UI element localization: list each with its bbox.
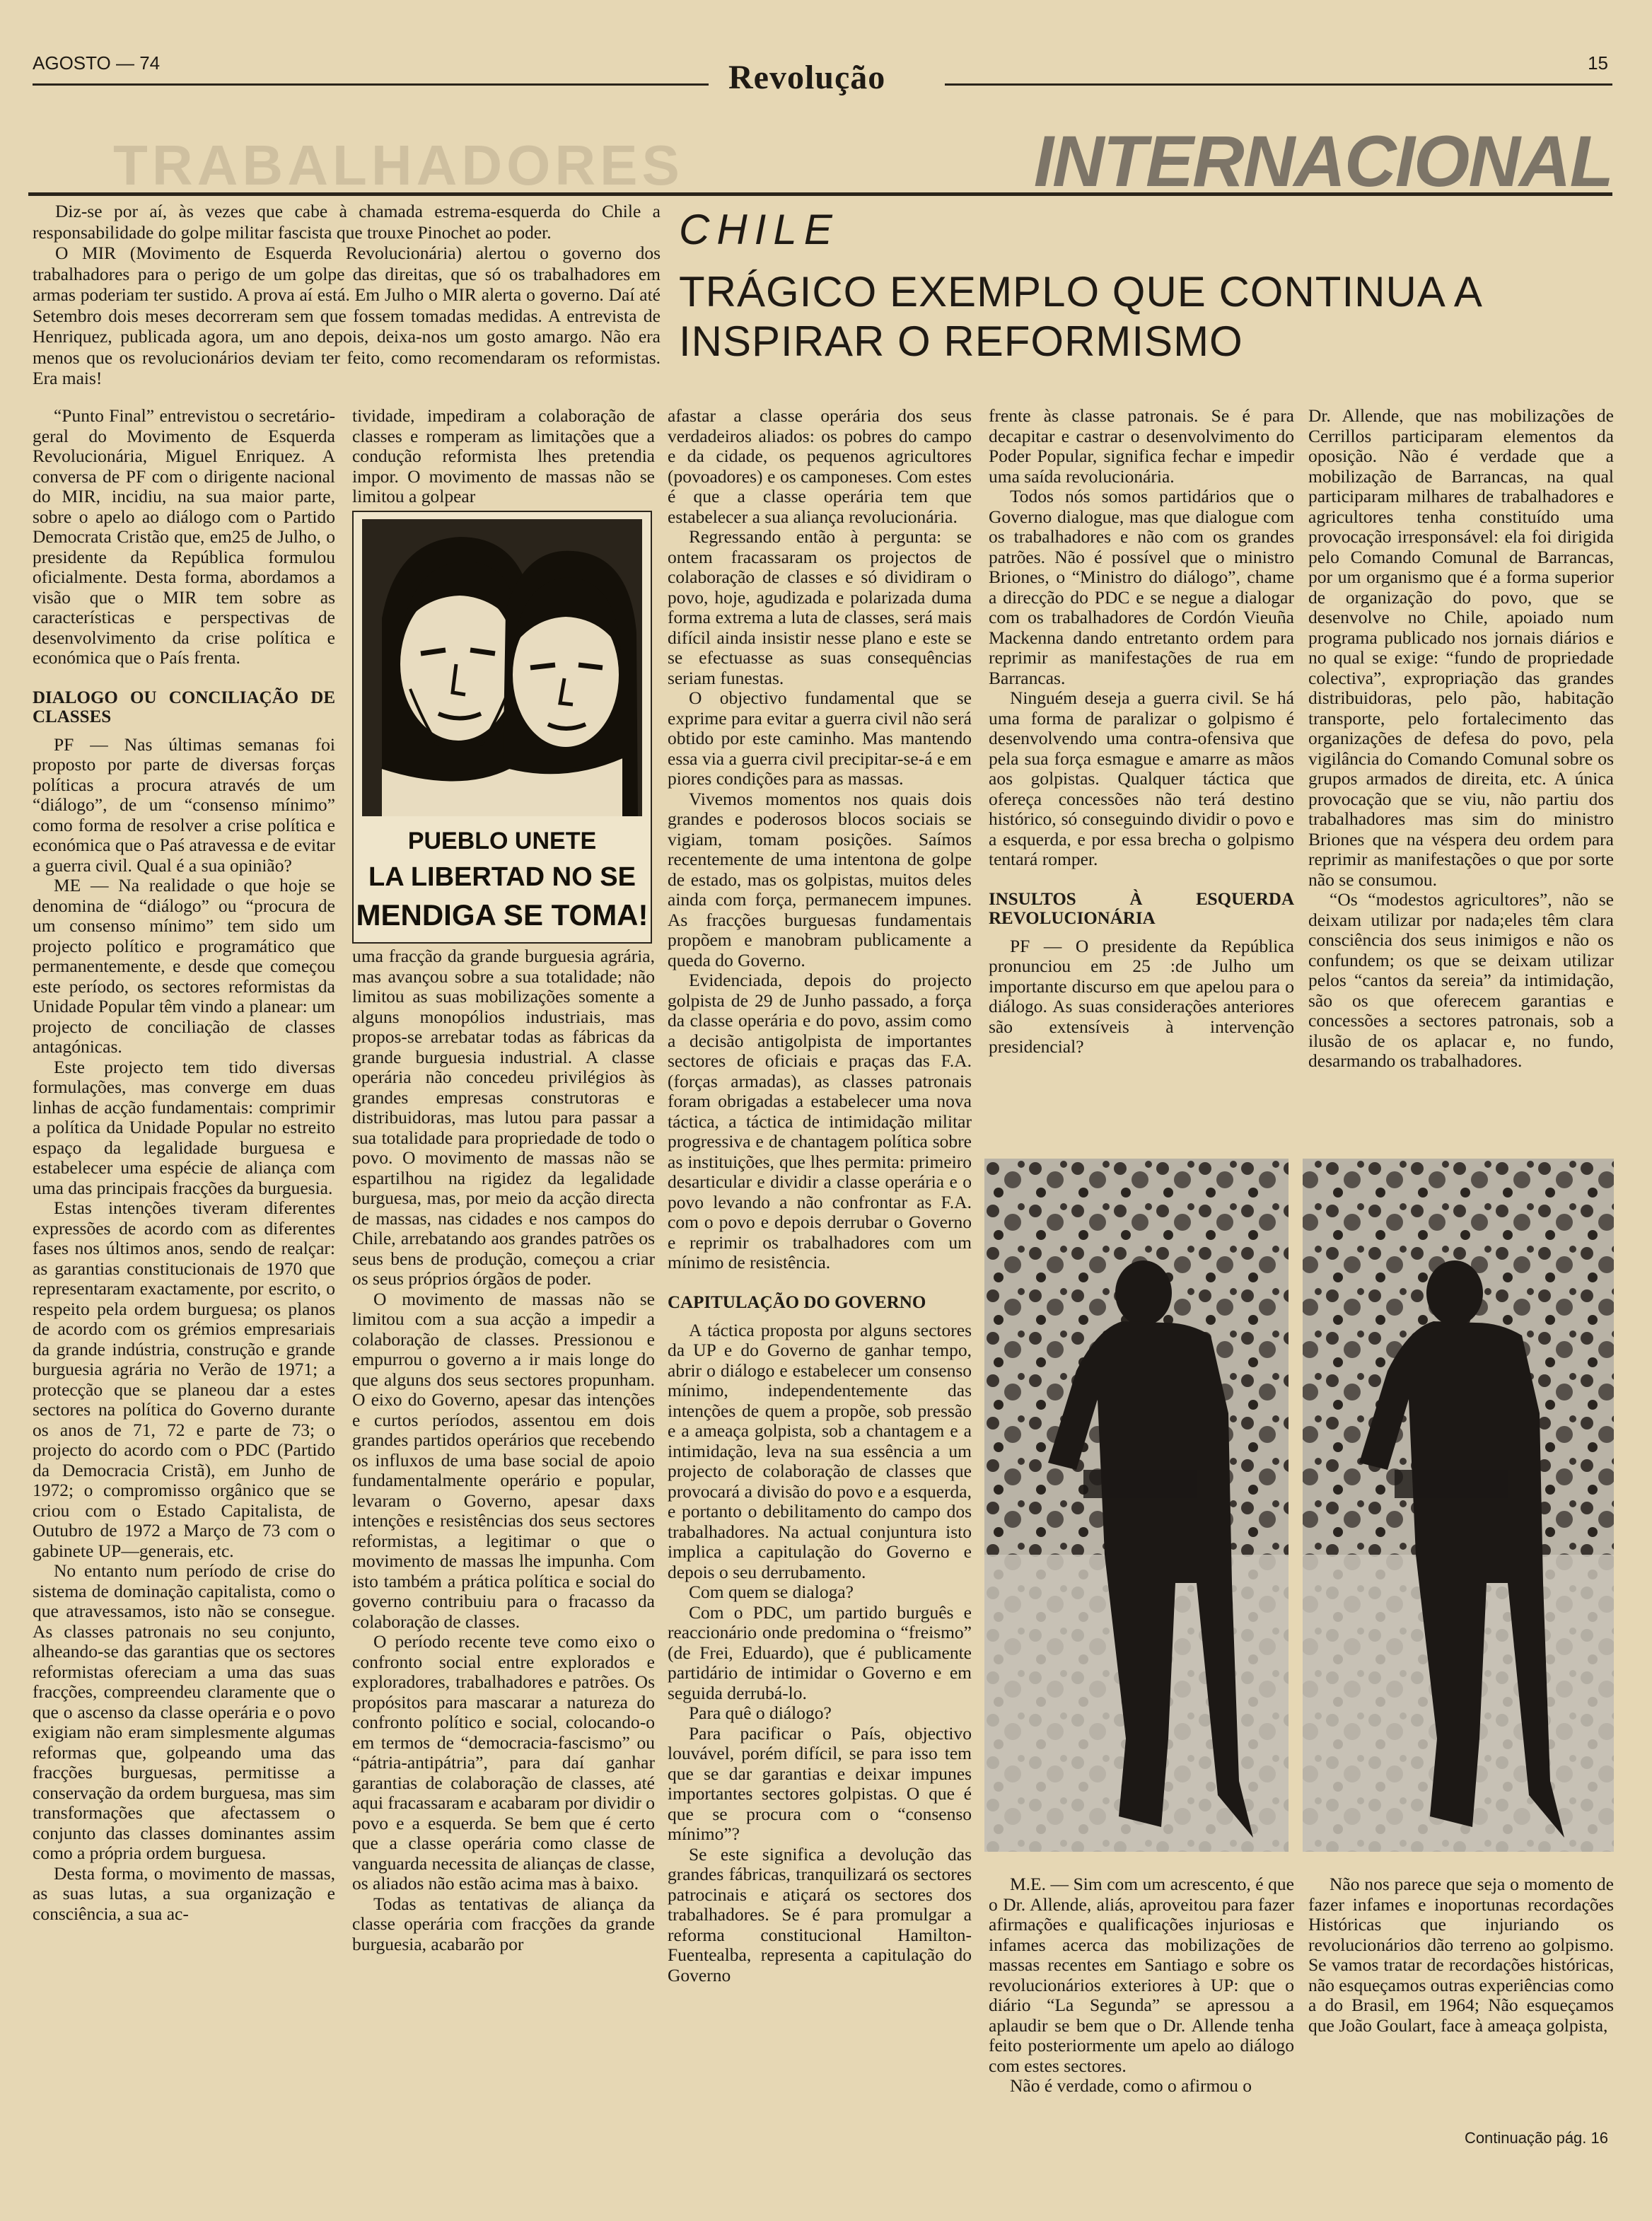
paragraph: Dr. Allende, que nas mobilizações de Cerrillos participaram elementos da oposição. Não é verdade que a mobilização de Barrancas, na qual participaram milhares de trabalhadores e agricultores tenha constituído uma provocação irresponsável: ela foi dirigida pelo Comando Comunal de Barrancas, por um organismo que é a forma superior de organização do povo, que se desenvolve no Chile, apoiado num programa publicado nos jornais diários e no qual se exige: “fundo de propriedade colectiva”, expropriação das grandes distribuidoras, pelo pão, habitação transporte, pelo fortalecimento das organizações de defesa do povo, pela vigilância do Comando Comunal sobre os grupos armados de direita, etc. A única provocação que se viu, não partiu dos trabalhadores mas sim do ministro Briones que na véspera deu ordem para reprimir as manifestações o que por sorte não se consumou. xyxy=(1308,405,1614,890)
paragraph: O objectivo fundamental que se exprime para evitar a guerra civil não será obtido por este caminho. Mas mantendo essa via a guerra civil precipitar-se-á e em piores condições para as massas. xyxy=(668,688,972,789)
headline-line: INSPIRAR O REFORMISMO xyxy=(679,318,1243,365)
masthead-rule-right xyxy=(945,83,1612,86)
publication-title: Revolução xyxy=(728,59,886,96)
paragraph: “Os “modestos agricultores”, não se deixam utilizar por nada;eles têm clara consciência dos seus inimigos e não os confundem; os que se deixam utilizar pelos “cantos da sereia” da intimidação, são os que oferecem garantias e concessões a sectores patronais, sob a ilusão de os aplacar e, no fundo, desarmando os trabalhadores. xyxy=(1308,889,1614,1071)
paragraph: O período recente teve como eixo o confronto social entre explorados e exploradores, trabalhadores e patrões. Os propósitos para mascarar a natureza do confronto político e social, colocando-o em termos de “democracia-fascismo” ou “pátria-antipátria”, para daí ganhar garantias de colaboração de classes, até aqui fracassaram e acabaram por dividir o povo e a esquerda. Se bem que é certo que a classe operária como classe de vanguarda necessita de alianças de classe, os aliados não estão acima mas à baixo. xyxy=(352,1631,655,1894)
svg-text:ROZ: ROZ xyxy=(598,801,616,811)
masthead-rule-left xyxy=(33,83,709,86)
intro-paragraph: Diz-se por aí, às vezes que cabe à chamada estrema-esquerda do Chile a responsabilidade do golpe militar fascista que trouxe Pinochet ao poder. xyxy=(33,201,661,243)
paragraph: PF — Nas últimas semanas foi proposto por parte de diversas forças políticas a procura através de um “diálogo”, de um “consenso mínimo” como forma de resolver a crise política e económica que o Paś atravessa e de evitar a guerra civil. Qual é a sua opinião? xyxy=(33,733,335,876)
paragraph: No entanto num período de crise do sistema de dominação capitalista, como o que atravessamos, isto não se consegue. As classes patronais no seu conjunto, alheando-se das garantias que os sectores reformistas ofereciam a uma das suas fracções, compreendeu claramente que o que o ascenso da classe operária e o povo exigiam não eram simplesmente algumas reformas que, golpeando uma das fracções burguesas, permitisse a conservação da ordem burguesa, mas sim transformações que afectassem o conjunto das classes dominantes assim como a própria ordem burguesa. xyxy=(33,1560,335,1863)
paragraph: Ninguém deseja a guerra civil. Se há uma forma de paralizar o golpismo é desenvolvendo uma contra-ofensiva que pela sua força esmague e amarre as mãos aos golpistas. Qualquer táctica que ofereça concessões não terá destino histórico, só conseguindo dividir o povo e a esquerda, e por essa brecha o golpismo tentará romper. xyxy=(989,688,1294,869)
article-column-5-top xyxy=(1308,406,1614,1072)
subheading: DIALOGO OU CONCILIAÇÃO DE CLASSES xyxy=(33,688,335,726)
article-column-1 xyxy=(33,406,335,1924)
paragraph: Para pacificar o País, objectivo louvável, porém difícil, se para isso tem que se dar garantias e deixar impunes importantes sectores golpistas. O que é que se procura com o “consenso mínimo”? xyxy=(668,1722,972,1844)
intro-paragraph: O MIR (Movimento de Esquerda Revolucionária) alertou o governo dos trabalhadores para o perigo de um golpe das direitas, que só os trabalhadores em armas poderiam ter sustido. A prova aí está. Em Julho o MIR alerta o governo. Daí até Setembro dois meses decorreram sem que fossem tomadas medidas. A entrevista de Henriquez, publicada agora, um ano depois, deixa-nos um gosto amargo. Não era menos que os revolucionários deviam ter feito, como recomendaram os reformistas. Era mais! xyxy=(33,243,661,388)
soldier-silhouette-photo xyxy=(984,1159,1614,1852)
article-column-4-top xyxy=(989,406,1294,1057)
poster-slogan-line-2: LA LIBERTAD NO SE xyxy=(368,862,636,892)
paragraph: Se este significa a devolução das grandes fábricas, tranquilizará os sectores patrocinais e atiçará os sectores dos trabalhadores. Se é para promulgar a reforma constitucional Hamilton-Fuentealba, representa a capitulação do Governo xyxy=(668,1843,972,1985)
article-column-4-bottom xyxy=(989,1874,1294,2097)
article-column-5-bottom xyxy=(1308,1874,1614,2036)
paragraph: M.E. — Sim com um acrescento, é que o Dr. Allende, aliás, aproveitou para fazer afirmações e qualificações injuriosas e infames acerca das mobilizações de massas recentes em Santiago e sobre os revolucionários exteriores à UP: que o diário “La Segunda” se apressou a aplaudir se bem que o Dr. Allende tenha feito posteriormente um apelo ao diálogo com estes sectores. xyxy=(989,1874,1294,2076)
section-band xyxy=(28,120,1612,191)
paragraph: Regressando então à pergunta: se ontem fracassaram os projectos de colaboração de classes e só dividiram o povo, hoje, agudizada e polarizada duma forma extrema a luta de classes, será mais difícil ainda insistir nesse plano e este se se efectuasse as suas consequências seriam funestas. xyxy=(668,526,972,688)
paragraph: Vivemos momentos nos quais dois grandes e poderosos blocos sociais se vigiam, tomam posições. Saímos recentemente de uma intentona de golpe de estado, mas os golpistas, muitos deles ainda com força, permanecem impunes. As fracções burguesas fundamentais propõem e manobram publicamente a queda do Governo. xyxy=(668,788,972,970)
paragraph: “Punto Final” entrevistou o secretário-geral do Movimento de Esquerda Revolucionária, Miguel Enriquez. A conversa de PF com o dirigente nacional do MIR, incidiu, na sua maior parte, sobre o apelo ao diálogo com o Partido Democrata Cristão que, em25 de Julho, o presidente da República formulou oficialmente. Desta forma, abordamos a visão que o MIR tem sobre as características e perspectivas de desenvolvimento da crise política e económica que o País frenta. xyxy=(33,405,335,668)
paragraph: ME — Na realidade o que hoje se denomina de “diálogo” ou “procura de um consenso mínimo” tem sido um projecto político e programático que permanentemente, e desde que começou este período, os sectores reformistas da Unidade Popular têm vindo a planear: um projecto de conciliação de classes antagónicas. xyxy=(33,875,335,1057)
paragraph: Com o PDC, um partido burguês e reaccionário onde predomina o “freismo” (de Frei, Eduardo), que é publicamente partidário de intimidar o Governo e em seguida derrubá-lo. xyxy=(668,1601,972,1703)
paragraph: A táctica proposta por alguns sectores da UP e do Governo de ganhar tempo, abrir o diálogo e estabelecer um consenso mínimo, independentemente das intenções de quem a propõe, sob pressão e a ameaça golpista, sob a chantagem e a intimidação, leva na sua essência a um projecto de colaboração de classes que provocará a divisão do povo e a esquerda, e portanto o debilitamento do campo dos trabalhadores. Na actual conjuntura isto implica a capitulação do Governo e depois o seu derrubamento. xyxy=(668,1319,972,1582)
intro-paragraphs xyxy=(33,201,661,389)
continuation-note: Continuação pág. 16 xyxy=(1464,2129,1608,2147)
paragraph: tividade, impediram a colaboração de classes e romperam as limitações que a condução reformista lhes pretendia impor. O movimento de massas não se limitou a golpear xyxy=(352,405,655,506)
paragraph: O movimento de massas não se limitou com a sua acção a impedir a colaboração de classes. Pressionou e empurrou o governo a ir mais longe do que alguns dos seus sectores propunham. O eixo do Governo, apesar das intenções e curtos períodos, assentou em dois grandes partidos operários que recebendo os influxos de uma base social de apoio fundamentalmente operário e popular, levaram o Governo, apesar daxs intenções e resistências dos seus sectores reformistas, a legitimar o que o movimento de massas lhe impunha. Com isto também a prática política e social do governo contribuiu para o fracasso da colaboração de classes. xyxy=(352,1288,655,1632)
paragraph: Todas as tentativas de aliança da classe operária com fracções da grande burguesia, acabarão por xyxy=(352,1893,655,1954)
page-number: 15 xyxy=(1588,52,1608,74)
photo-illustration xyxy=(984,1159,1614,1852)
article-column-2-bottom xyxy=(352,946,655,1954)
poster-slogan-line-3: MENDIGA SE TOMA! xyxy=(356,898,648,932)
paragraph: Com quem se dialoga? xyxy=(689,1582,854,1602)
poster-illustration xyxy=(354,512,651,942)
subheading: CAPITULAÇÃO DO GOVERNO xyxy=(668,1292,926,1312)
paragraph: Todos nós somos partidários que o Governo dialogue, mas que dialogue com os trabalhadores e não com os grandes patrões. Não é possível que o ministro Briones, o “Ministro do diálogo”, chame a direcção do PDC e se negue a dialogar com os trabalhadores de Cordón Vieuña Mackenna dando entretanto ordem para reprimir as manifestações de rua em Barrancas. xyxy=(989,486,1294,688)
subheading: INSULTOS À ESQUERDA REVOLUCIONÁRIA xyxy=(989,889,1294,928)
headline-line: TRÁGICO EXEMPLO QUE CONTINUA A xyxy=(679,268,1483,315)
article-column-2-top xyxy=(352,406,655,507)
paragraph: uma fracção da grande burguesia agrária, mas avançou sobre a sua totalidade; não limitou as suas mobilizações somente a alguns monopólios industriais, mas propos-se arrebatar todas as fábricas da grande burguesia industrial. A classe operária não concedeu privilégios às grandes empresas construtoras e distribuidoras, mas lutou para passar a sua totalidade para propriedade de todo o povo. O movimento de massas não se espartilhou na rigidez da legalidade burguesa, mas, por meio da acção directa de massas, nas cidades e nos campos do Chile, arrebatando aos grandes patrões os seus bens de produção, começou a criar os seus próprios órgãos de poder. xyxy=(352,946,655,1289)
paragraph: Não é verdade, como o afirmou o xyxy=(1010,2075,1252,2096)
headline xyxy=(679,267,1598,366)
article-column-3 xyxy=(668,406,972,1985)
section-rule xyxy=(28,192,1612,196)
paragraph: Para quê o diálogo? xyxy=(689,1703,832,1723)
section-ghost-text: TRABALHADORES xyxy=(113,134,684,191)
paragraph: Não nos parece que seja o momento de fazer infames e inoportunas recordações Históricas que injuriando os revolucionários dão terreno ao golpismo. Se vamos tratar de recordações históricas, não esqueçamos outras experiências como a do Brasil, em 1964; Não esqueçamos que João Goulart, face à ameaça golpista, xyxy=(1308,1874,1614,2036)
paragraph: afastar a classe operária dos seus verdadeiros aliados: os pobres do campo e da cidade, os pequenos agricultores (povoadores) e os camponeses. Com estes é que a classe operária tem que estabelecer a sua aliança revolucionária. xyxy=(668,405,972,527)
issue-date: AGOSTO — 74 xyxy=(33,52,161,74)
paragraph: Este projecto tem tido diversas formulações, mas converge em duas linhas de acção fundamentais: comprimir a política da Unidade Popular no estreito espaço da legalidade burguesa e estabelecer uma espécie de aliança com uma das principais fracções da burguesia. xyxy=(33,1056,335,1198)
paragraph: Evidenciada, depois do projecto golpista de 29 de Junho passado, a força da classe operária e do povo, assim como a decisão antigolpista de importantes sectores de oficiais e praças das F.A. (forças armadas), as classes patronais foram obrigadas a estabelecer uma nova táctica, a táctica de intimidação militar progressiva e de chantagem política sobre as instituições, que lhes permita: primeiro desarticular e dividir a classe operária e o povo levando a não confrontar as F.A. com o povo e depois derrubar o Governo e reprimir os trabalhadores com um mínimo de resistência. xyxy=(668,970,972,1272)
paragraph: Estas intenções tiveram diferentes expressões de acordo com as diferentes fases nos últimos anos, sendo de realçar: as garantias constitucionais de 1970 que representaram exactamente, por escrito, o respeito pela ordem burguesa; os planos de acordo com os grémios empresariais da grande indústria, construção e grande burguesia agrária no Verão de 1971; a protecção que se planeou dar a estes sectores na política do Governo durante os anos de 71, 72 e parte de 73; o projecto do acordo com o PDC (Partido da Democracia Cristã), em Junho de 1972; o compromisso orgânico que se criou com o Estado Capitalista, de Outubro de 1972 a Março de 73 com o gabinete UP—generais, etc. xyxy=(33,1198,335,1561)
headline-kicker: CHILE xyxy=(679,206,839,253)
poster-slogan-line-1: PUEBLO UNETE xyxy=(407,828,597,854)
paragraph: frente às classe patronais. Se é para decapitar e castrar o desenvolvimento do Poder Popular, significa fechar e impedir uma saída revolucionária. xyxy=(989,405,1294,487)
paragraph: PF — O presidente da República pronunciou em 25 :de Julho um importante discurso em que apelou para o diálogo. As suas considerações anteriores são extensíveis à intervenção presidencial? xyxy=(989,935,1294,1057)
section-label: INTERNACIONAL xyxy=(1033,121,1612,191)
paragraph: Desta forma, o movimento de massas, as suas lutas, a sua organização e consciência, a sua ac- xyxy=(33,1862,335,1924)
protest-poster-image xyxy=(352,511,652,944)
